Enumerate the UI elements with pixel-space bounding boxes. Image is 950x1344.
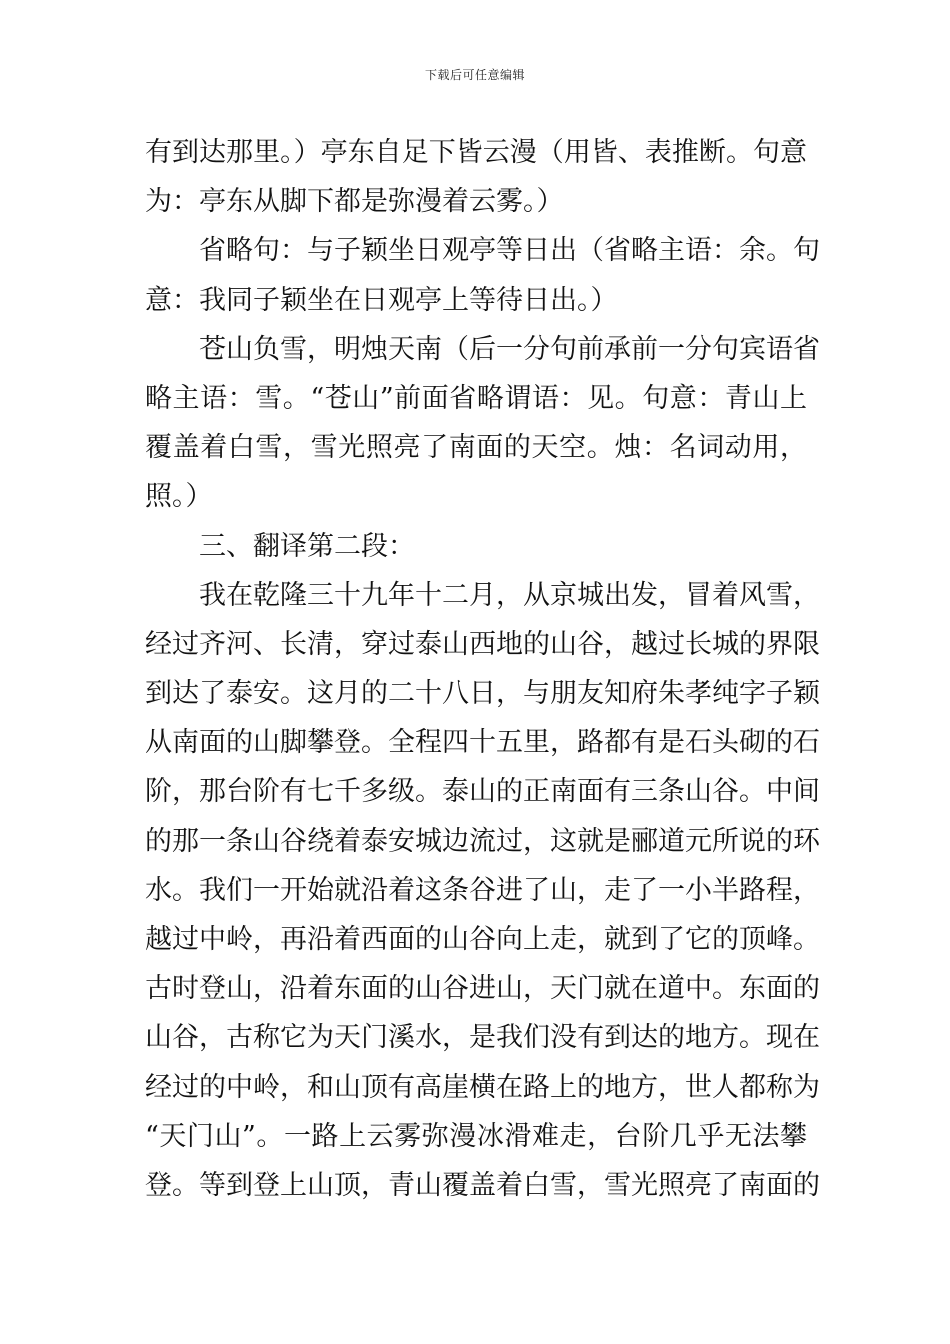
paragraph [145,226,820,324]
text-line: 到达了泰安。这月的二十八日，与朋友知府朱孝纯字子颖 [145,678,820,710]
text-line: 为：亭东从脚下都是弥漫着云雾。） [145,186,564,218]
text-line: 越过中岭，再沿着西面的山谷向上走，就到了它的顶峰。 [145,924,820,955]
text-line: 古时登山，沿着东面的山谷进山，天门就在道中。东面的 [145,973,820,1005]
text-line: 从南面的山脚攀登。全程四十五里，路都有是石头砌的石 [145,727,820,759]
text-line: 登。等到登上山顶，青山覆盖着白雪，雪光照亮了南面的 [145,1169,820,1201]
text-line: 我在乾隆三十九年十二月，从京城出发，冒着风雪， [199,579,820,611]
text-line: 有到达那里。）亭东自足下皆云漫（用皆、表推断。句意 [145,137,807,168]
paragraph [145,325,820,522]
text-line: 水。我们一开始就沿着这条谷进了山，走了一小半路程， [145,874,820,906]
paragraph [145,522,807,571]
page-header: 下载后可任意编辑 [424,68,525,82]
text-line: 照。） [145,481,213,513]
document-body [145,128,820,1210]
text-line: 意：我同子颖坐在日观亭上等待日出。） [145,284,618,316]
text-line: 略主语：雪。“苍山”前面省略谓语：见。句意：青山上 [145,382,807,414]
text-line: 的那一条山谷绕着泰安城边流过，这就是郦道元所说的环 [145,825,820,857]
text-line: 山谷，古称它为天门溪水，是我们没有到达的地方。现在 [145,1022,820,1054]
text-line: 苍山负雪，明烛天南（后一分句前承前一分句宾语省 [199,333,820,365]
text-line: 经过齐河、长清，穿过泰山西地的山谷，越过长城的界限 [145,628,820,660]
text-line: 阶，那台阶有七千多级。泰山的正南面有三条山谷。中间 [145,776,820,808]
paragraph [145,128,807,226]
paragraph [145,571,820,1210]
text-line: “天门山”。一路上云雾弥漫冰滑难走，台阶几乎无法攀 [145,1120,807,1152]
text-line: 经过的中岭，和山顶有高崖横在路上的地方，世人都称为 [145,1071,820,1103]
text-line: 三、翻译第二段： [199,530,415,562]
text-line: 覆盖着白雪，雪光照亮了南面的天空。烛：名词动用， [145,432,807,464]
text-line: 省略句：与子颖坐日观亭等日出（省略主语：余。句 [199,235,820,267]
